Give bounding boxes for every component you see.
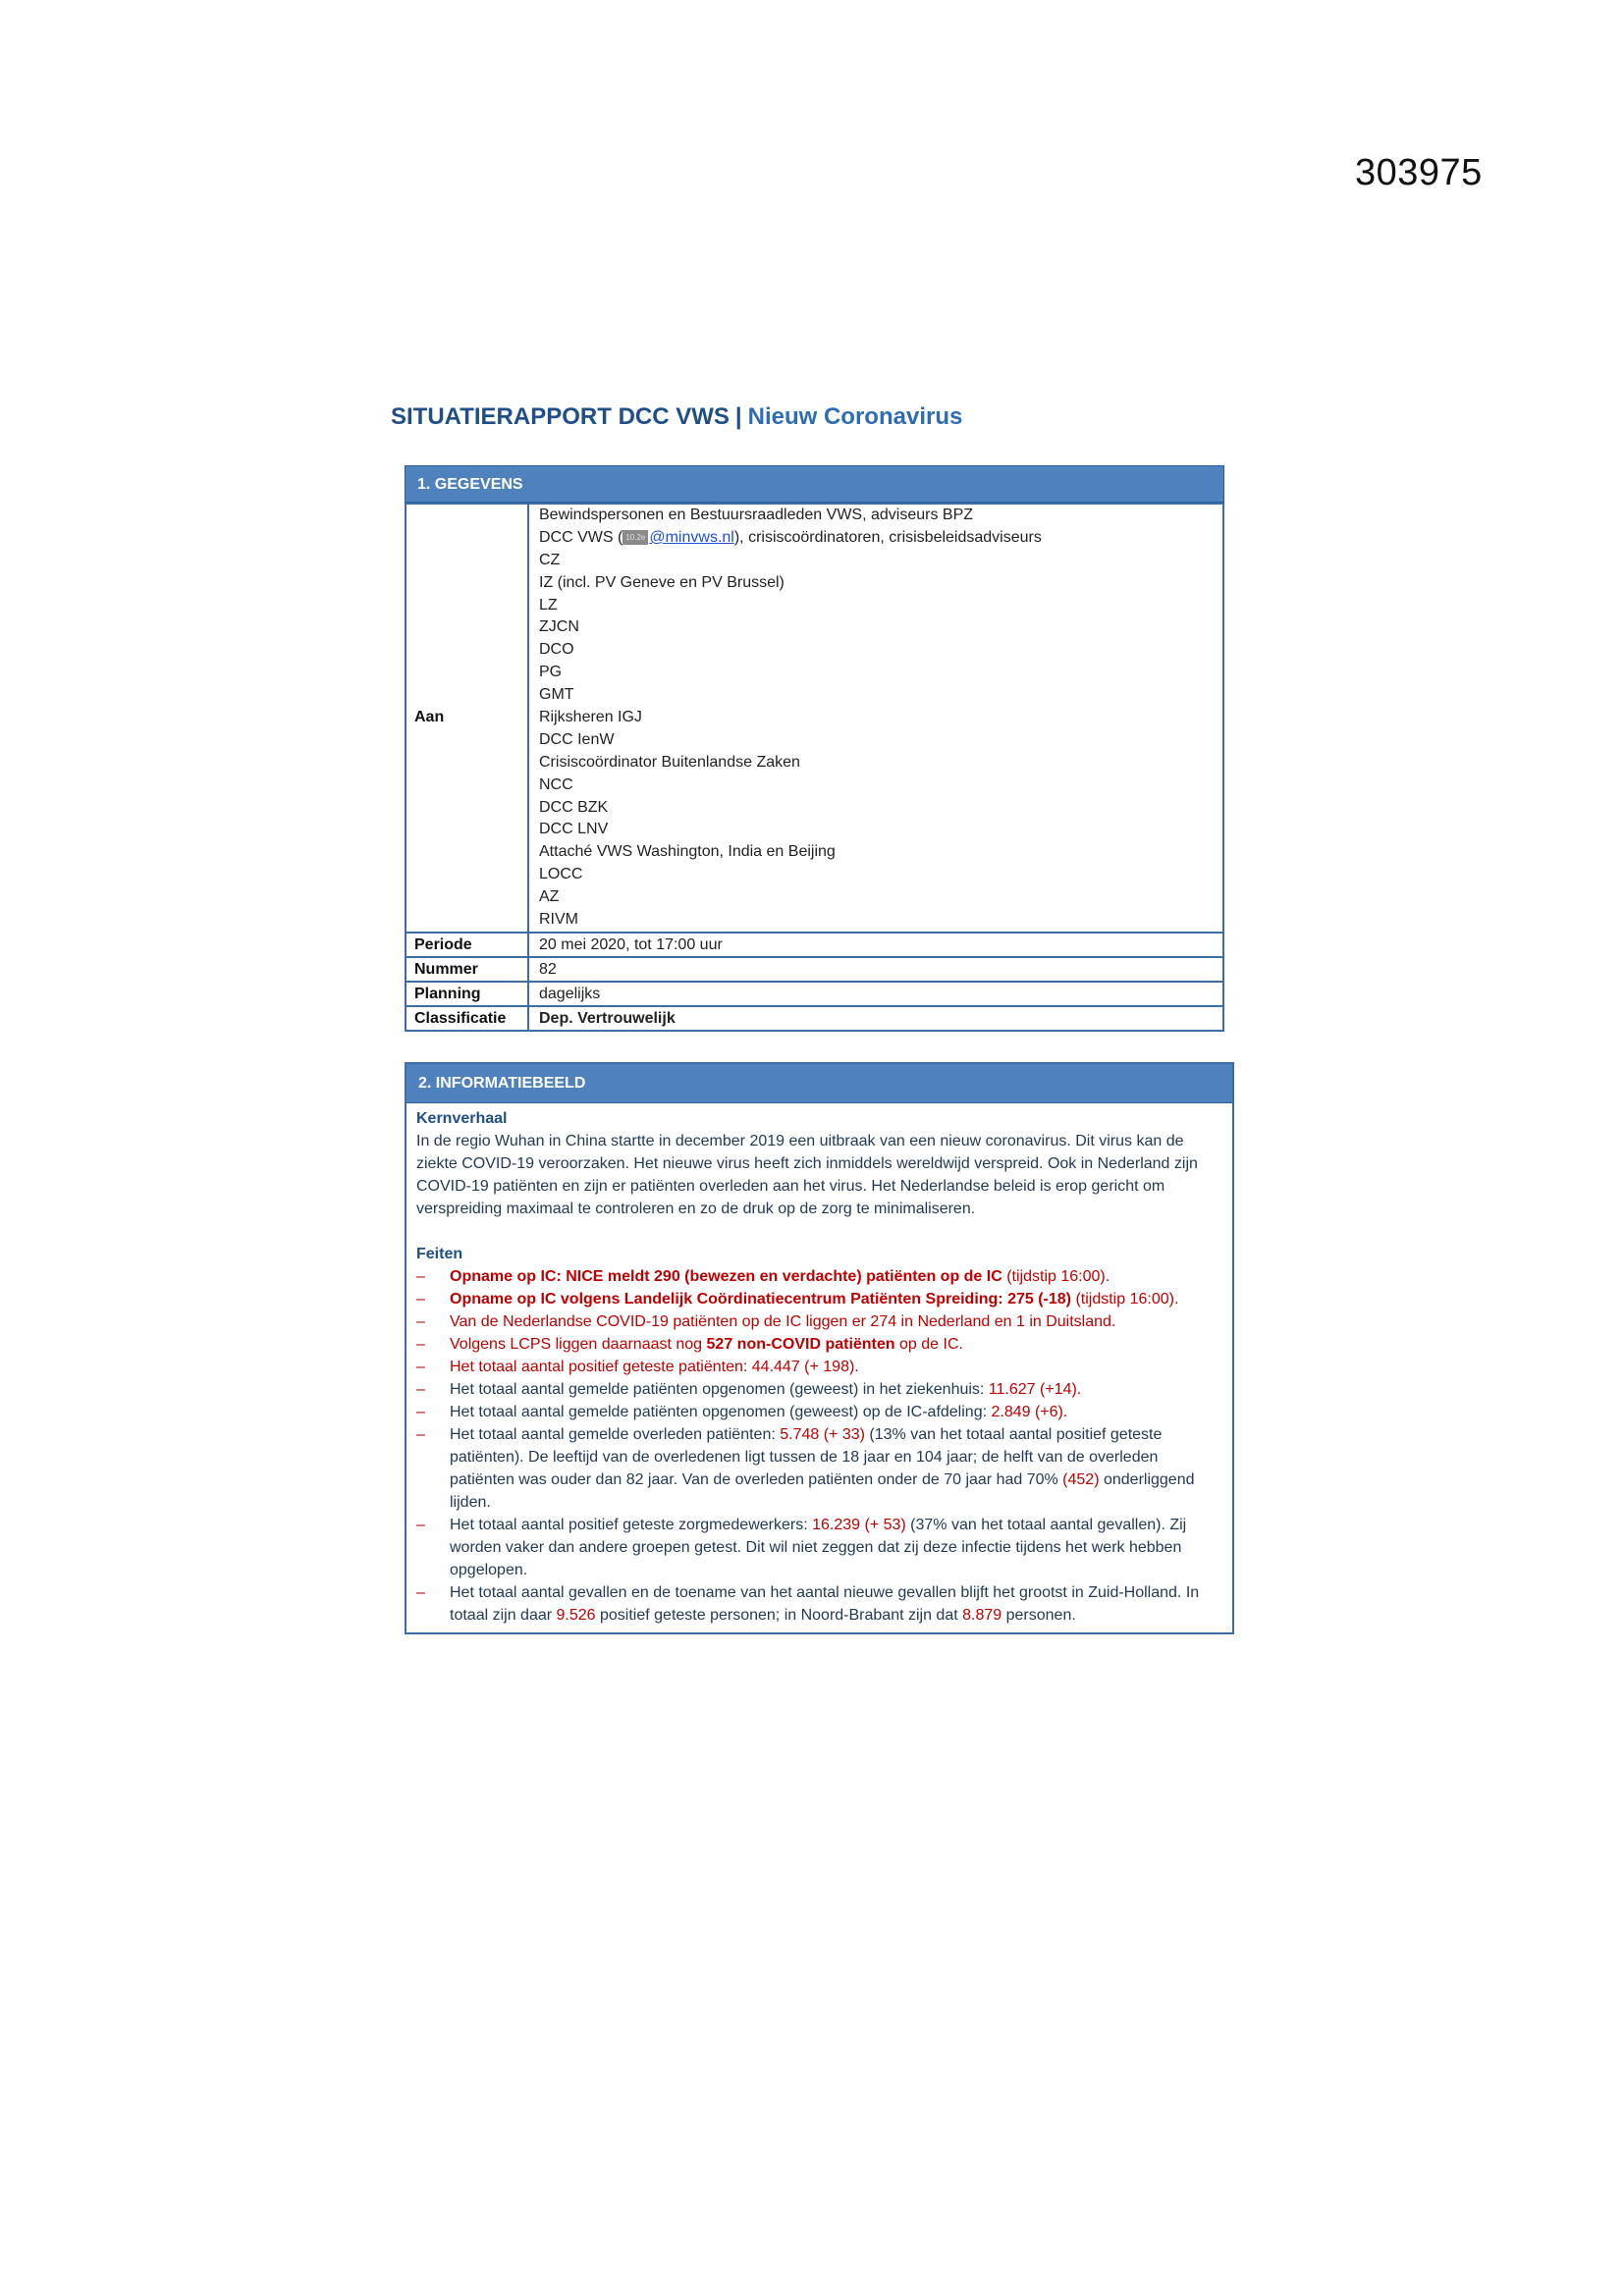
- list-item: – Het totaal aantal gemelde patiënten opgenomen (geweest) in het ziekenhuis: 11.627 (+14).: [416, 1381, 1082, 1398]
- row-periode: [406, 933, 1223, 957]
- recipient: Attaché VWS Washington, India en Beijing: [539, 843, 836, 861]
- list-item: – Het totaal aantal positief geteste patiënten: 44.447 (+ 198).: [416, 1359, 859, 1375]
- list-item: – Volgens LCPS liggen daarnaast nog 527 non-COVID patiënten op de IC.: [416, 1336, 963, 1353]
- recipient: DCC BZK: [539, 798, 609, 816]
- section-informatiebeeld: [405, 1062, 1234, 1634]
- row-planning: [406, 982, 1223, 1006]
- recipient: LOCC: [539, 866, 583, 883]
- recipient: PG: [539, 664, 563, 681]
- report-title: [391, 403, 962, 431]
- list-item: – Van de Nederlandse COVID-19 patiënten op de IC liggen er 274 in Nederland en 1 in Duitsland.: [416, 1313, 1116, 1330]
- recipient: RIVM: [539, 911, 578, 929]
- list-item: – Het totaal aantal gemelde patiënten opgenomen (geweest) op de IC-afdeling: 2.849 (+6).: [416, 1404, 1068, 1420]
- list-item: – Opname op IC volgens Landelijk Coördinatiecentrum Patiënten Spreiding: 275 (-18) (tijdstip 16:00).: [416, 1291, 1179, 1308]
- planning-label: Planning: [406, 982, 528, 1006]
- recipient: ZJCN: [539, 618, 579, 636]
- recipient: LZ: [539, 596, 558, 614]
- aan-label: Aan: [406, 504, 528, 933]
- recipient: DCC LNV: [539, 821, 609, 838]
- title-separator: |: [734, 403, 742, 430]
- nummer-value: 82: [528, 957, 1223, 982]
- feiten-heading: Feiten: [416, 1246, 463, 1262]
- recipient: AZ: [539, 888, 560, 906]
- recipient: DCO: [539, 641, 574, 659]
- list-item: – Het totaal aantal gevallen en de toename van het aantal nieuwe gevallen blijft het grootst in Zuid-Holland. In totaal zijn daar 9.526 positief geteste personen; in Noord-Brabant zijn dat 8.879 personen.: [416, 1584, 1200, 1624]
- row-nummer: [406, 957, 1223, 982]
- kernverhaal-text: In de regio Wuhan in China startte in december 2019 een uitbraak van een nieuw coronavirus. Dit virus kan de ziekte COVID-19 veroorzaken. Het nieuwe virus heeft zich inmiddels wereldwijd verspreid. Ook in Nederland zijn COVID-19 patiënten en zijn er patiënten overleden aan het virus. Het Nederlandse beleid is erop gericht om verspreiding maximaal te controleren en zo de druk op de zorg te minimaliseren.: [416, 1133, 1198, 1217]
- gegevens-table: [405, 503, 1224, 1032]
- periode-value: 20 mei 2020, tot 17:00 uur: [528, 933, 1223, 957]
- report-title-main: SITUATIERAPPORT DCC VWS: [391, 403, 730, 430]
- kernverhaal-heading: Kernverhaal: [416, 1110, 508, 1127]
- recipient: NCC: [539, 775, 573, 793]
- document-number: 303975: [1355, 152, 1483, 193]
- report-title-sub: Nieuw Coronavirus: [747, 403, 963, 430]
- recipient: GMT: [539, 686, 574, 704]
- planning-value: dagelijks: [528, 982, 1223, 1006]
- section-gegevens: [405, 465, 1224, 1032]
- list-item: – Het totaal aantal gemelde overleden patiënten: 5.748 (+ 33) (13% van het totaal aantal positief geteste patiënten). De leeftijd van de overledenen ligt tussen de 18 jaar en 104 jaar; de helft van de overleden patiënten was ouder dan 82 jaar. Van de overleden patiënten onder de 70 jaar had 70% (452) onderliggend lijden.: [416, 1426, 1195, 1511]
- recipient: Crisiscoördinator Buitenlandse Zaken: [539, 753, 800, 771]
- section-informatiebeeld-header: 2. INFORMATIEBEELD: [406, 1064, 1232, 1103]
- redaction-block: 10.2e: [623, 530, 648, 545]
- recipient: DCC IenW: [539, 730, 615, 748]
- feiten-list: [416, 1265, 1222, 1627]
- classificatie-value: Dep. Vertrouwelijk: [528, 1006, 1223, 1031]
- row-classificatie: [406, 1006, 1223, 1031]
- email-link[interactable]: @minvws.nl: [649, 528, 734, 546]
- recipient: CZ: [539, 551, 561, 568]
- aan-line-1: Bewindspersonen en Bestuursraadleden VWS, adviseurs BPZ: [539, 507, 974, 523]
- row-aan: [406, 504, 1223, 933]
- informatiebeeld-content: [406, 1103, 1232, 1627]
- aan-recipients: [528, 504, 1223, 933]
- section-gegevens-header: 1. GEGEVENS: [405, 465, 1224, 503]
- periode-label: Periode: [406, 933, 528, 957]
- nummer-label: Nummer: [406, 957, 528, 982]
- list-item: – Het totaal aantal positief geteste zorgmedewerkers: 16.239 (+ 53) (37% van het totaal aantal gevallen). Zij worden vaker dan andere groepen getest. Dit wil niet zeggen dat zij deze infectie tijdens het werk hebben opgelopen.: [416, 1517, 1187, 1578]
- aan-line-2: DCC VWS ( 10.2e @minvws.nl), crisiscoördinatoren, crisisbeleidsadviseurs: [539, 528, 1042, 546]
- recipient: Rijksheren IGJ: [539, 709, 642, 726]
- list-item: – Opname op IC: NICE meldt 290 (bewezen en verdachte) patiënten op de IC (tijdstip 16:00).: [416, 1268, 1110, 1285]
- classificatie-label: Classificatie: [406, 1006, 528, 1031]
- recipient: IZ (incl. PV Geneve en PV Brussel): [539, 573, 785, 591]
